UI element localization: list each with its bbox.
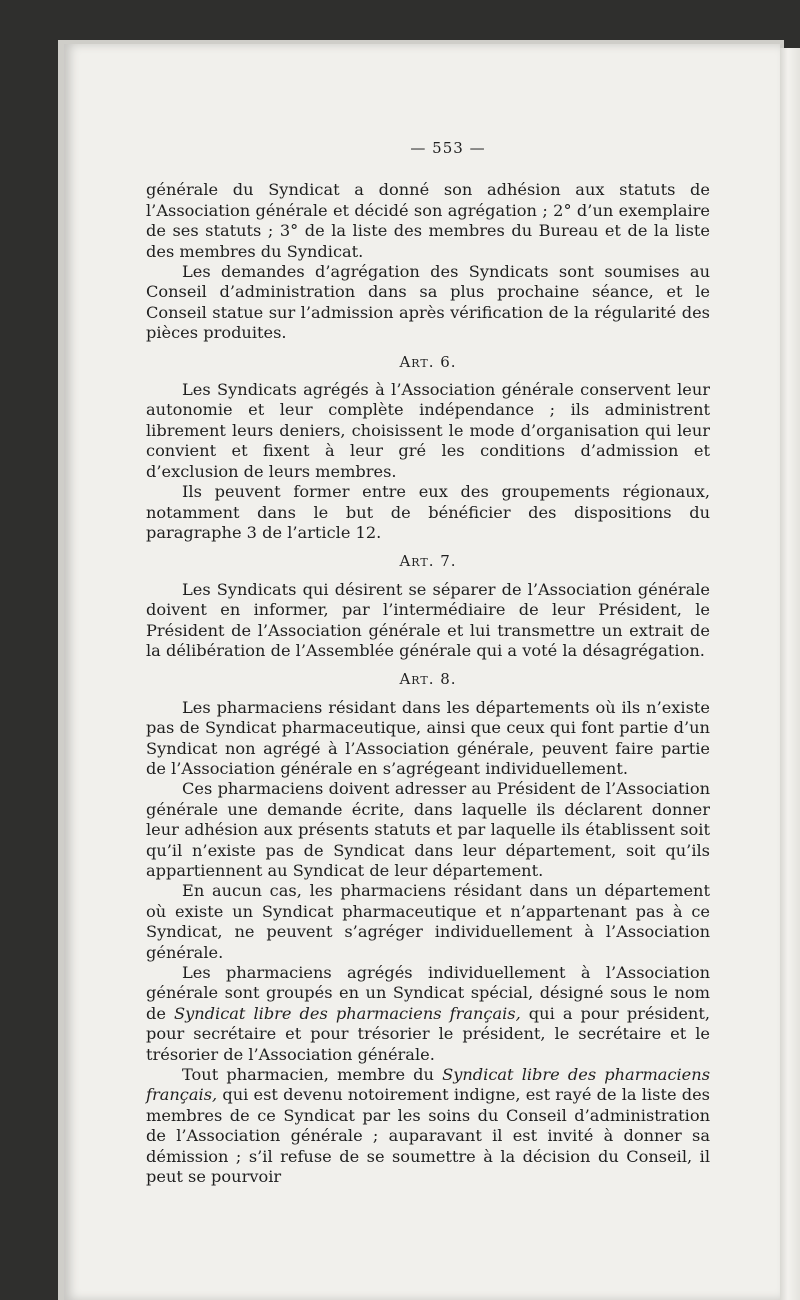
paragraph-art7-separation: Les Syndicats qui désirent se séparer de l’Association générale doivent en informer, par l’intermédiaire de leur Président, le Président de l’Association générale et lui transmettre un extrait de la délibération de l’Assemblée générale qui a voté la désagrégation. xyxy=(146,579,710,660)
paragraph-art8-individual: Les pharmaciens résidant dans les départements où ils n’existe pas de Syndicat pharmaceutique, ainsi que ceux qui font partie d’un Syndicat non agrégé à l’Association générale, peuvent faire partie de l’Association générale en s’agrégeant individuellement. xyxy=(146,697,710,778)
article-6-heading: Art. 6. xyxy=(399,352,457,371)
document-body xyxy=(146,138,710,1188)
text-run: qui a pour président, pour secrétaire et pour trésorier le président, le secrétaire et le trésorier de l’Association générale. xyxy=(146,1003,711,1064)
syndicate-name-italic: Syndicat libre des pharmaciens français, xyxy=(146,1065,710,1105)
page-edge xyxy=(780,48,800,1300)
paragraph-art6-autonomy: Les Syndicats agrégés à l’Association générale conservent leur autonomie et leur complète indépendance ; ils administrent librement leurs deniers, choisissent le mode d’organisation qui leur convient et fixent à leur gré les conditions d’admission et d’exclusion de leurs membres. xyxy=(146,380,710,481)
paragraph-art8-request: Ces pharmaciens doivent adresser au Président de l’Association générale une demande écrite, dans laquelle ils déclarent donner leur adhésion aux présents statuts et par laquelle ils établissent soit qu’il n’existe pas de Syndicat dans leur département, soit qu’ils appartiennent au Syndicat de leur département. xyxy=(146,779,710,880)
paragraph-agregation-requests: Les demandes d’agrégation des Syndicats sont soumises au Conseil d’administration dans sa plus prochaine séance, et le Conseil statue sur l’admission après vérification de la régularité des pièces produites. xyxy=(146,262,710,343)
page-number: — 553 — xyxy=(410,139,486,157)
paragraph-continuation: générale du Syndicat a donné son adhésion aux statuts de l’Association générale et décidé son agrégation ; 2° d’un exemplaire de ses statuts ; 3° de la liste des membres du Bureau et de la liste des membres du Syndicat. xyxy=(146,180,710,261)
text-run: qui est devenu notoirement indigne, est rayé de la liste des membres de ce Syndicat par les soins du Conseil d’administration de l’Association générale ; auparavant il est invité à donner sa démission ; s’il refuse de se soumettre à la décision du Conseil, il peut se pourvoir xyxy=(146,1085,710,1187)
paragraph-art8-removal xyxy=(146,1065,710,1187)
article-7-heading: Art. 7. xyxy=(399,552,457,571)
text-run: Les pharmaciens agrégés individuellement à l’Association générale sont groupés en un Syndicat spécial, désigné sous le nom de xyxy=(146,963,710,1023)
paragraph-art8-restriction: En aucun cas, les pharmaciens résidant dans un département où existe un Syndicat pharmaceutique et n’appartenant pas à ce Syndicat, ne peuvent s’agréger individuellement à l’Association générale. xyxy=(146,881,710,962)
syndicate-name-italic: Syndicat libre des pharmaciens français, xyxy=(174,1003,521,1023)
text-run: Tout pharmacien, membre du xyxy=(182,1065,443,1085)
paragraph-art8-special-syndicate xyxy=(146,963,710,1065)
paragraph-art6-groupings: Ils peuvent former entre eux des groupements régionaux, notamment dans le but de bénéficier des dispositions du paragraphe 3 de l’article 12. xyxy=(146,482,710,542)
article-8-heading: Art. 8. xyxy=(399,670,457,689)
